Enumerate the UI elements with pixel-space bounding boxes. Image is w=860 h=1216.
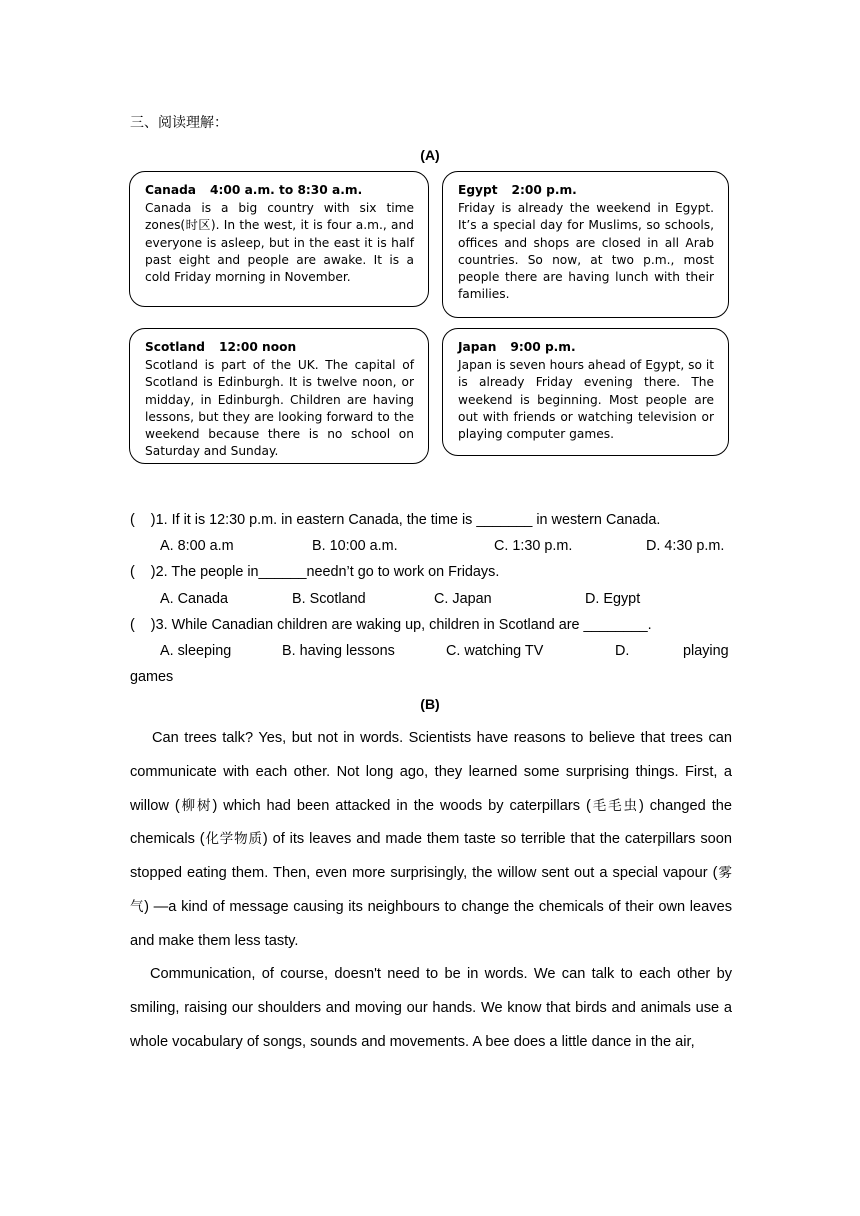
box-place: Japan bbox=[458, 340, 497, 354]
box-place: Egypt bbox=[458, 183, 498, 197]
question-2-option-b[interactable]: B. Scotland bbox=[292, 591, 366, 607]
question-2-option-a[interactable]: A. Canada bbox=[160, 591, 229, 607]
question-3-option-d[interactable]: D. bbox=[615, 643, 630, 659]
question-1: ( )1. If it is 12:30 p.m. in eastern Canada, the time is _______ in western Canada. bbox=[130, 512, 661, 528]
japan-box-heading bbox=[458, 339, 714, 356]
canada-box-text: Canada is a big country with six time zones(时区). In the west, it is four a.m., and everyone is asleep, but in the east it is half past eight and people are awake. It is a cold Friday morning in November. bbox=[145, 201, 414, 285]
egypt-box bbox=[442, 171, 729, 318]
box-time: 12:00 noon bbox=[219, 340, 297, 354]
question-3-option-d-text[interactable]: playing bbox=[683, 643, 729, 659]
box-time: 4:00 a.m. to 8:30 a.m. bbox=[210, 183, 363, 197]
passage-text: ) of its leaves and made them taste so terrible that the caterpillars soon stopped eating them. Then, even more surprisingly, the willow sent out a special vapour ( bbox=[130, 831, 733, 882]
question-2-option-c[interactable]: C. Japan bbox=[434, 591, 492, 607]
scotland-box-heading bbox=[145, 339, 414, 356]
passage-gloss: 毛毛虫 bbox=[590, 797, 639, 814]
scotland-box-text: Scotland is part of the UK. The capital of Scotland is Edinburgh. It is twelve noon, or midday, in Edinburgh. Children are having lessons, but they are looking forward to the weekend because there is no school on Saturday and Sunday. bbox=[145, 358, 414, 459]
question-1-option-c[interactable]: C. 1:30 p.m. bbox=[494, 538, 573, 554]
passage-text: ) which had been attacked in the woods by caterpillars ( bbox=[212, 797, 591, 814]
box-place: Canada bbox=[145, 183, 197, 197]
question-2-option-d[interactable]: D. Egypt bbox=[585, 591, 641, 607]
question-2: ( )2. The people in______needn’t go to work on Fridays. bbox=[130, 564, 500, 580]
canada-box-heading bbox=[145, 182, 414, 199]
passage-gloss: 柳树 bbox=[179, 797, 213, 814]
question-3-option-c[interactable]: C. watching TV bbox=[446, 643, 544, 659]
japan-box-text: Japan is seven hours ahead of Egypt, so it is already Friday evening there. The weekend is beginning. Most people are out with friends or watching television or playing computer games. bbox=[458, 358, 714, 442]
question-1-option-b[interactable]: B. 10:00 a.m. bbox=[312, 538, 398, 554]
part-a-label: (A) bbox=[420, 147, 440, 163]
question-3-option-d-wrap: games bbox=[130, 669, 174, 685]
box-time: 2:00 p.m. bbox=[511, 183, 577, 197]
passage-text: Can trees talk? Yes, but not in words. Scientists have reasons to believe that trees can communicate with each other. Not long ago, they learned some surprising things. First, a willow ( bbox=[130, 730, 732, 814]
egypt-box-heading bbox=[458, 182, 714, 199]
box-time: 9:00 p.m. bbox=[510, 340, 576, 354]
question-1-option-d[interactable]: D. 4:30 p.m. bbox=[646, 538, 725, 554]
passage-text: ) changed the chemicals ( bbox=[130, 797, 732, 848]
question-3-option-a[interactable]: A. sleeping bbox=[160, 643, 232, 659]
passage-b-paragraph-1 bbox=[130, 722, 732, 959]
passage-gloss: 雾气 bbox=[130, 865, 732, 915]
canada-box bbox=[129, 171, 429, 307]
box-place: Scotland bbox=[145, 340, 206, 354]
question-3-option-b[interactable]: B. having lessons bbox=[282, 643, 395, 659]
part-b-label: (B) bbox=[420, 696, 440, 712]
scotland-box bbox=[129, 328, 429, 464]
section-heading: 三、阅读理解： bbox=[130, 115, 228, 131]
japan-box bbox=[442, 328, 729, 456]
passage-text: ) —a kind of message causing its neighbours to change the chemicals of their own leaves and make them less tasty. bbox=[130, 898, 732, 949]
passage-gloss: 化学物质 bbox=[204, 831, 263, 848]
egypt-box-text: Friday is already the weekend in Egypt. It’s a special day for Muslims, so schools, offices and shops are closed in all Arab countries. So now, at two p.m., most people there are having lunch with their families. bbox=[458, 201, 714, 302]
question-3: ( )3. While Canadian children are waking up, children in Scotland are ________. bbox=[130, 617, 652, 633]
passage-b-paragraph-2: Communication, of course, doesn't need to be in words. We can talk to each other by smiling, raising our shoulders and moving our hands. We know that birds and animals use a whole vocabulary of songs, sounds and movements. A bee does a little dance in the air, bbox=[130, 966, 732, 1050]
question-1-option-a[interactable]: A. 8:00 a.m bbox=[160, 538, 234, 554]
